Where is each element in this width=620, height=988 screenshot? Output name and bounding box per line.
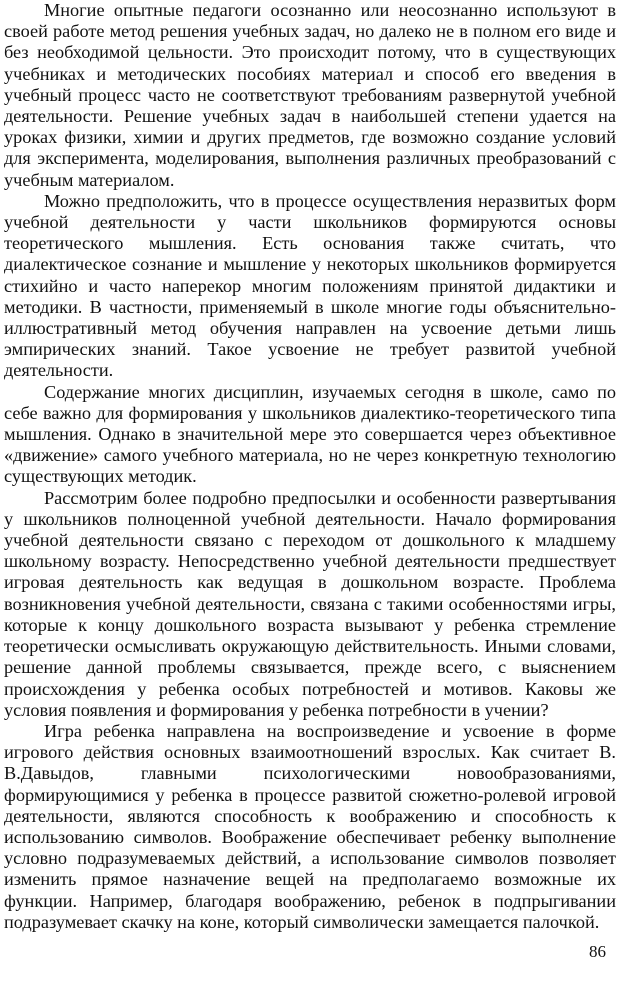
paragraph-4: Рассмотрим более подробно предпосылки и особенности развертывания у школьников полноценной учебной деятельности. Начало формирования учебной деятельности связано с переходом от дошкольного к младшему школьному возрасту. Непосредственно учебной деятельности предшествует игровая деятельность как ведущая в дошкольном возрасте. Проблема возникновения учебной деятельности, связана с такими особенностями игры, которые к концу дошкольного возраста вызывают у ребенка стремление теоретически осмысливать окружающую действительность. Иными словами, решение данной проблемы связывается, прежде всего, с выяснением происхождения у ребенка особых потребностей и мотивов. Каковы же условия появления и формирования у ребенка потребности в учении? (4, 487, 616, 720)
paragraph-2: Можно предположить, что в процессе осуществления неразвитых форм учебной деятельности у части школьников формируются основы теоретического мышления. Есть основания также считать, что диалектическое сознание и мышление у некоторых школьников формируется стихийно и часто наперекор многим положениям принятой дидактики и методики. В частности, применяемый в школе многие годы объяснительно-иллюстративный метод обучения направлен на усвоение детьми лишь эмпирических знаний. Такое усвоение не требует развитой учебной деятельности. (4, 190, 616, 381)
page-number: 86 (589, 942, 606, 961)
paragraph-5: Игра ребенка направлена на воспроизведение и усвоение в форме игрового действия основных взаимоотношений взрослых. Как считает В. В.Давыдов, главными психологическими новообразованиями, формирующимися у ребенка в процессе развитой сюжетно-ролевой игровой деятельности, являются способность к воображению и способность к использованию символов. Воображение обеспечивает ребенку выполнение условно подразумеваемых действий, а использование символов позволяет изменить прямое назначение вещей на предполагаемо возможные их функции. Например, благодаря воображению, ребенок в подпрыгивании подразумевает скачку на коне, который символически замещается палочкой. (4, 720, 616, 932)
body-text (4, 0, 616, 933)
paragraph-3: Содержание многих дисциплин, изучаемых сегодня в школе, само по себе важно для формирования у школьников диалектико-теоретического типа мышления. Однако в значительной мере это совершается через объективное «движение» самого учебного материала, но не через конкретную технологию существующих методик. (4, 381, 616, 487)
paragraph-1: Многие опытные педагоги осознанно или неосознанно используют в своей работе метод решения учебных задач, но далеко не в полном его виде и без необходимой цельности. Это происходит потому, что в существующих учебниках и методических пособиях материал и способ его введения в учебный процесс часто не соответствуют требованиям развернутой учебной деятельности. Решение учебных задач в наибольшей степени удается на уроках физики, химии и других предметов, где возможно создание условий для эксперимента, моделирования, выполнения различных преобразований с учебным материалом. (4, 0, 616, 190)
